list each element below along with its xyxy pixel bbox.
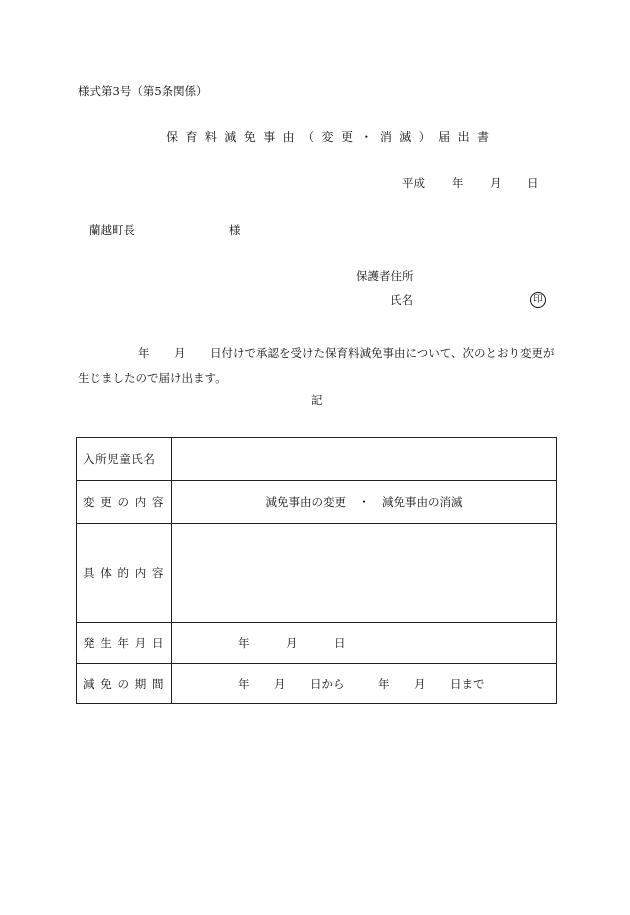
child-name-field[interactable] xyxy=(172,438,557,481)
addressee xyxy=(89,225,241,237)
occurrence-month: 月 xyxy=(286,636,298,650)
details-field[interactable] xyxy=(172,524,557,623)
occurrence-date-field[interactable] xyxy=(172,623,557,664)
period-to-month: 月 xyxy=(414,676,426,691)
document-title: 保育料減免事由（変更・消滅）届出書 xyxy=(166,130,497,144)
change-content-label: 変更の内容 xyxy=(77,481,172,524)
form-table xyxy=(76,437,557,704)
table-row xyxy=(77,481,557,524)
body-month: 月 xyxy=(174,346,186,360)
period-to-year: 年 xyxy=(378,676,390,691)
change-option-change[interactable]: 減免事由の変更 xyxy=(265,495,346,509)
period-from-year: 年 xyxy=(238,676,250,691)
occurrence-date-label: 発生年月日 xyxy=(77,623,172,664)
period-to-day: 日まで xyxy=(450,676,485,691)
form-number: 様式第3号（第5条関係） xyxy=(78,84,208,98)
change-content-field[interactable] xyxy=(172,481,557,524)
seal-mark: 印 xyxy=(530,292,546,308)
table-row xyxy=(77,664,557,704)
table-row xyxy=(77,438,557,481)
body-paragraph xyxy=(78,341,560,391)
ki-marker: 記 xyxy=(311,393,323,407)
occurrence-year: 年 xyxy=(238,636,250,650)
period-from-month: 月 xyxy=(274,676,286,691)
guardian-address-label: 保護者住所 xyxy=(356,269,414,283)
date-month: 月 xyxy=(490,176,502,190)
child-name-label: 入所児童氏名 xyxy=(77,438,172,481)
addressee-name: 蘭越町長 xyxy=(89,223,135,237)
body-statement: 日付けで承認を受けた保育料減免事由について、次のとおり変更が生じましたので届け出ます。 xyxy=(78,346,555,385)
occurrence-day: 日 xyxy=(334,636,346,650)
table-row xyxy=(77,524,557,623)
period-from-day: 日から xyxy=(310,676,345,691)
submission-date xyxy=(402,178,539,190)
body-year: 年 xyxy=(138,346,150,360)
addressee-honorific: 様 xyxy=(229,223,241,237)
period-label: 減免の期間 xyxy=(77,664,172,704)
change-separator: ・ xyxy=(358,495,370,509)
table-row xyxy=(77,623,557,664)
date-era: 平成 xyxy=(402,176,425,190)
guardian-name-label: 氏名 xyxy=(390,293,413,307)
period-field[interactable] xyxy=(172,664,557,704)
date-year: 年 xyxy=(452,176,464,190)
date-day: 日 xyxy=(527,176,539,190)
details-label: 具体的内容 xyxy=(77,524,172,623)
change-option-extinction[interactable]: 減免事由の消滅 xyxy=(382,495,463,509)
